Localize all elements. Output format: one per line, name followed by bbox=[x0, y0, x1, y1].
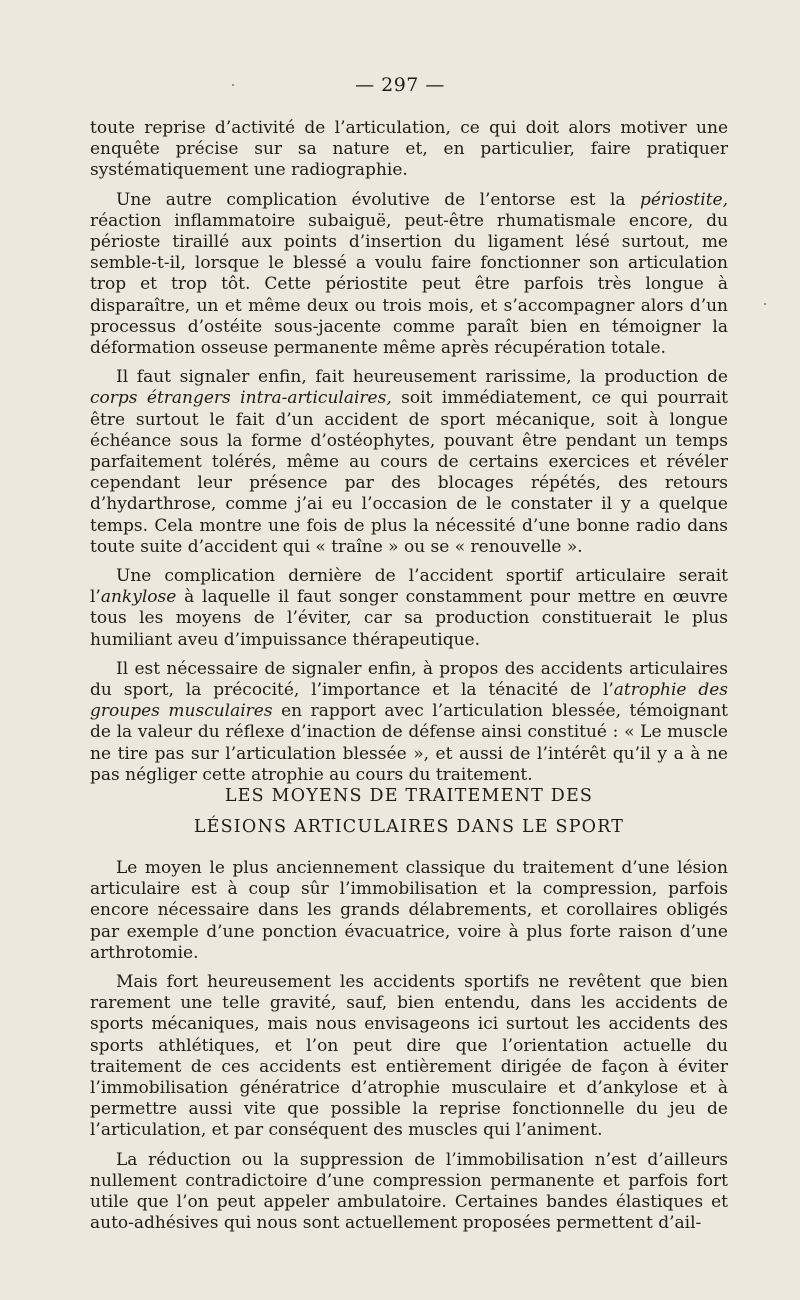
paragraph-immobilisation: Le moyen le plus anciennement classique du traitement d’une lésion articulaire est à coup sûr l’immobilisation et la compression, parfois encore nécessaire dans les grands délabrements, et corollaires obligés par exemple d’une ponction évacuatrice, voire à plus forte raison d’une arthrotomie. bbox=[90, 858, 728, 963]
paragraph-text: en rapport avec l’articulation blessée, témoignant de la valeur du réflexe d’inaction de défense ainsi constitué : « Le muscle ne tire pas sur l’articulation blessée », et aussi de l’intérêt qu’il y a à ne pas négliger cette atrophie au cours du traitement. bbox=[90, 701, 728, 785]
paper-speck bbox=[232, 84, 234, 86]
italic-term-corps-etrangers: corps étrangers intra-articulaires, bbox=[90, 388, 392, 409]
paragraph-text: Il faut signaler enfin, fait heureusement rarissime, la production de bbox=[116, 367, 728, 388]
paragraph-text: à laquelle il faut songer constamment pour mettre en œuvre tous les moyens de l’éviter, car sa production constituerait le plus humiliant aveu d’impuissance thérapeutique. bbox=[90, 587, 728, 650]
paragraph-text: Une autre complication évolutive de l’entorse est la bbox=[116, 189, 640, 210]
paragraph-reduction: La réduction ou la suppression de l’immobilisation n’est d’ailleurs nullement contradictoire d’une compression permanente et parfois fort utile que l’on peut appeler ambulatoire. Certaines bandes élastiques et auto-adhésives qui nous sont actuellement proposées permettent d’ail- bbox=[90, 1149, 728, 1234]
body-text-top bbox=[90, 118, 728, 794]
body-text-bottom bbox=[90, 858, 728, 1242]
paragraph-text: Il est nécessaire de signaler enfin, à propos des accidents articulaires du sport, la précocité, l’importance et la ténacité de l’ bbox=[90, 658, 728, 701]
paper-speck bbox=[764, 303, 766, 305]
italic-term-atrophie: atrophie des groupes musculaires bbox=[90, 680, 728, 722]
paragraph-accidents-sportifs: Mais fort heureusement les accidents sportifs ne revêtent que bien rarement une telle gravité, sauf, bien entendu, dans les accidents de sports mécaniques, mais nous envisageons ici surtout les accidents des sports athlétiques, et l’on peut dire que l’orientation actuelle du traitement de ces accidents est entièrement dirigée de façon à éviter l’immobilisation génératrice d’atrophie musculaire et d’ankylose et à permettre aussi vite que possible la reprise fonctionnelle du jeu de l’articulation, et par conséquent des muscles qui l’animent. bbox=[90, 972, 728, 1141]
paragraph-continuation: toute reprise d’activité de l’articulation, ce qui doit alors motiver une enquête précise sur sa nature et, en particulier, faire pratiquer systématiquement une radiographie. bbox=[90, 118, 728, 181]
italic-term-ankylose: ankylose bbox=[100, 587, 177, 608]
paragraph-text: Une complication dernière de l’accident sportif articulaire serait l’ bbox=[90, 566, 728, 608]
italic-term-periostite: périostite, bbox=[639, 189, 728, 210]
section-heading-line-2: LÉSIONS ARTICULAIRES DANS LE SPORT bbox=[193, 817, 625, 837]
paragraph-text: réaction inflammatoire subaiguë, peut-être rhumatismale encore, du périoste tiraillé aux points d’insertion du ligament lésé surtout, me semble-t-il, lorsque le blessé a voulu faire fonctionner son articulation trop et trop tôt. Cette périostite peut être parfois très longue à disparaître, un et même deux ou trois mois, et s’accompagner alors d’un processus d’ostéite sous-jacente comme paraît bien en témoigner la déformation osseuse permanente même après récupération totale. bbox=[90, 210, 728, 359]
section-heading-line-1: LES MOYENS DE TRAITEMENT DES bbox=[224, 786, 594, 806]
paragraph-corps-etrangers bbox=[90, 367, 728, 558]
paragraph-ankylose bbox=[90, 566, 728, 651]
paragraph-atrophie bbox=[90, 659, 728, 786]
page-number: — 297 — bbox=[355, 74, 445, 96]
paragraph-periostite bbox=[90, 190, 728, 360]
paragraph-text: soit immédiatement, ce qui pourrait être surtout le fait d’un accident de sport mécanique, soit à longue échéance sous la forme d’ostéophytes, pouvant être pendant un temps parfaitement tolérés, même au cours de certains exercices et révéler cependant leur présence par des blocages répétés, des retours d’hydarthrose, comme j’ai eu l’occasion de le constater il y a quelque temps. Cela montre une fois de plus la nécessité d’une bonne radio dans toute suite d’accident qui « traîne » ou se « renouvelle ». bbox=[90, 388, 728, 557]
